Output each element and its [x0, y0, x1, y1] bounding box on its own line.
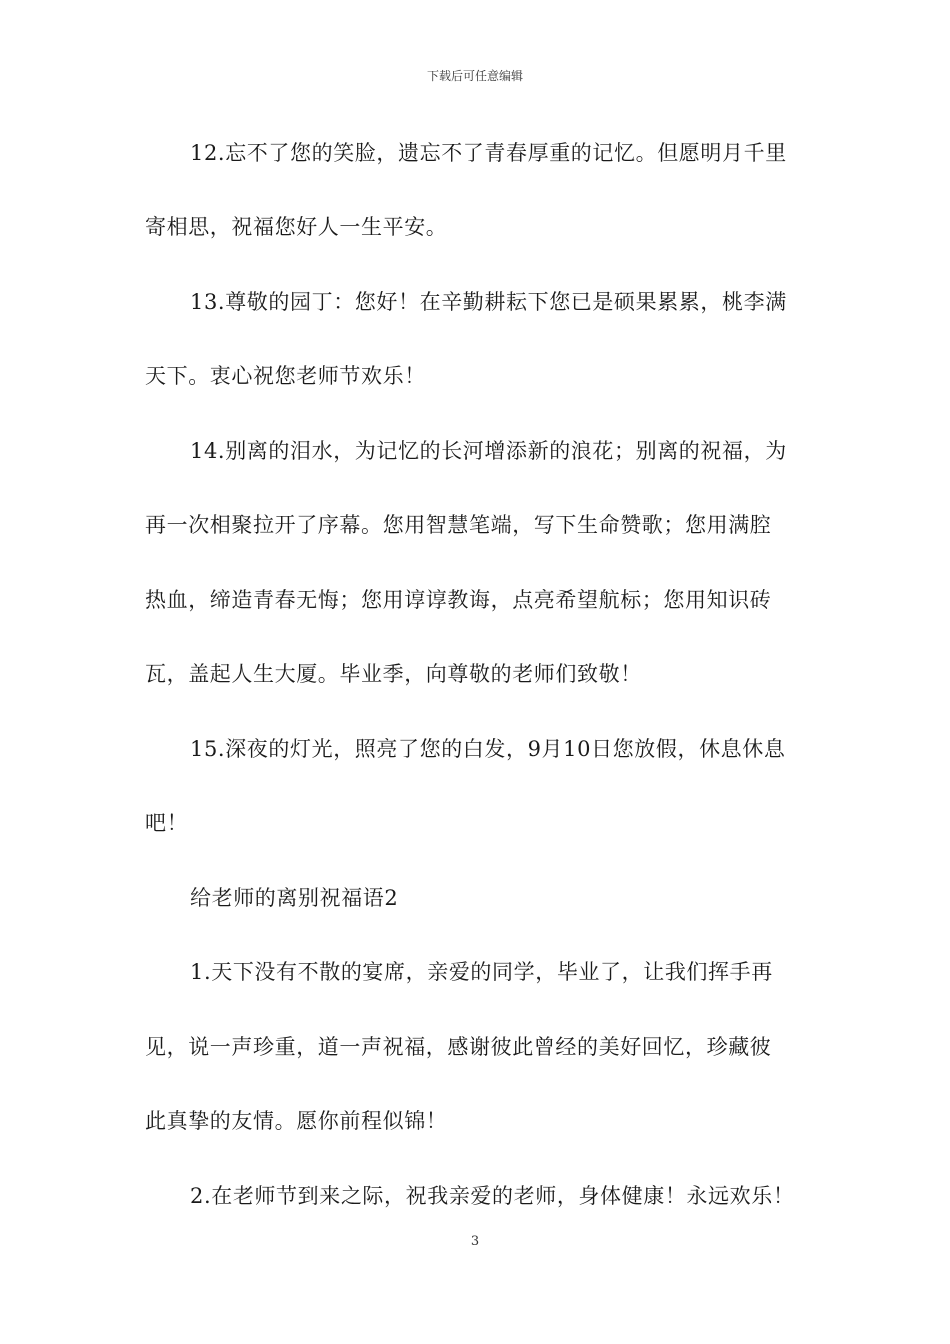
paragraph-line: 天下。衷心祝您老师节欢乐！ — [145, 364, 426, 388]
paragraph-line: 2.在老师节到来之际，祝我亲爱的老师，身体健康！永远欢乐！ — [190, 1184, 795, 1208]
paragraph-line: 见，说一声珍重，道一声祝福，感谢彼此曾经的美好回忆，珍藏彼 — [145, 1035, 772, 1059]
paragraph-line: 15.深夜的灯光，照亮了您的白发，9月10日您放假，休息休息 — [190, 737, 786, 761]
page-number: 3 — [470, 1234, 480, 1249]
section-heading: 给老师的离别祝福语2 — [190, 886, 399, 910]
paragraph-line: 12.忘不了您的笑脸，遗忘不了青春厚重的记忆。但愿明月千里 — [190, 141, 787, 165]
paragraph-line: 吧！ — [145, 811, 189, 835]
paragraph-line: 再一次相聚拉开了序幕。您用智慧笔端，写下生命赞歌；您用满腔 — [145, 513, 772, 537]
header-note: 下载后可任意编辑 — [426, 69, 523, 83]
paragraph-line: 1.天下没有不散的宴席，亲爱的同学，毕业了，让我们挥手再 — [190, 960, 773, 984]
paragraph-line: 13.尊敬的园丁：您好！在辛勤耕耘下您已是硕果累累，桃李满 — [190, 290, 787, 314]
paragraph-line: 此真挚的友情。愿你前程似锦！ — [145, 1109, 448, 1133]
paragraph-line: 瓦，盖起人生大厦。毕业季，向尊敬的老师们致敬！ — [145, 662, 642, 686]
paragraph-line: 14.别离的泪水，为记忆的长河增添新的浪花；别离的祝福，为 — [190, 439, 787, 463]
paragraph-line: 热血，缔造青春无悔；您用谆谆教诲，点亮希望航标；您用知识砖 — [145, 588, 772, 612]
paragraph-line: 寄相思，祝福您好人一生平安。 — [145, 215, 448, 239]
